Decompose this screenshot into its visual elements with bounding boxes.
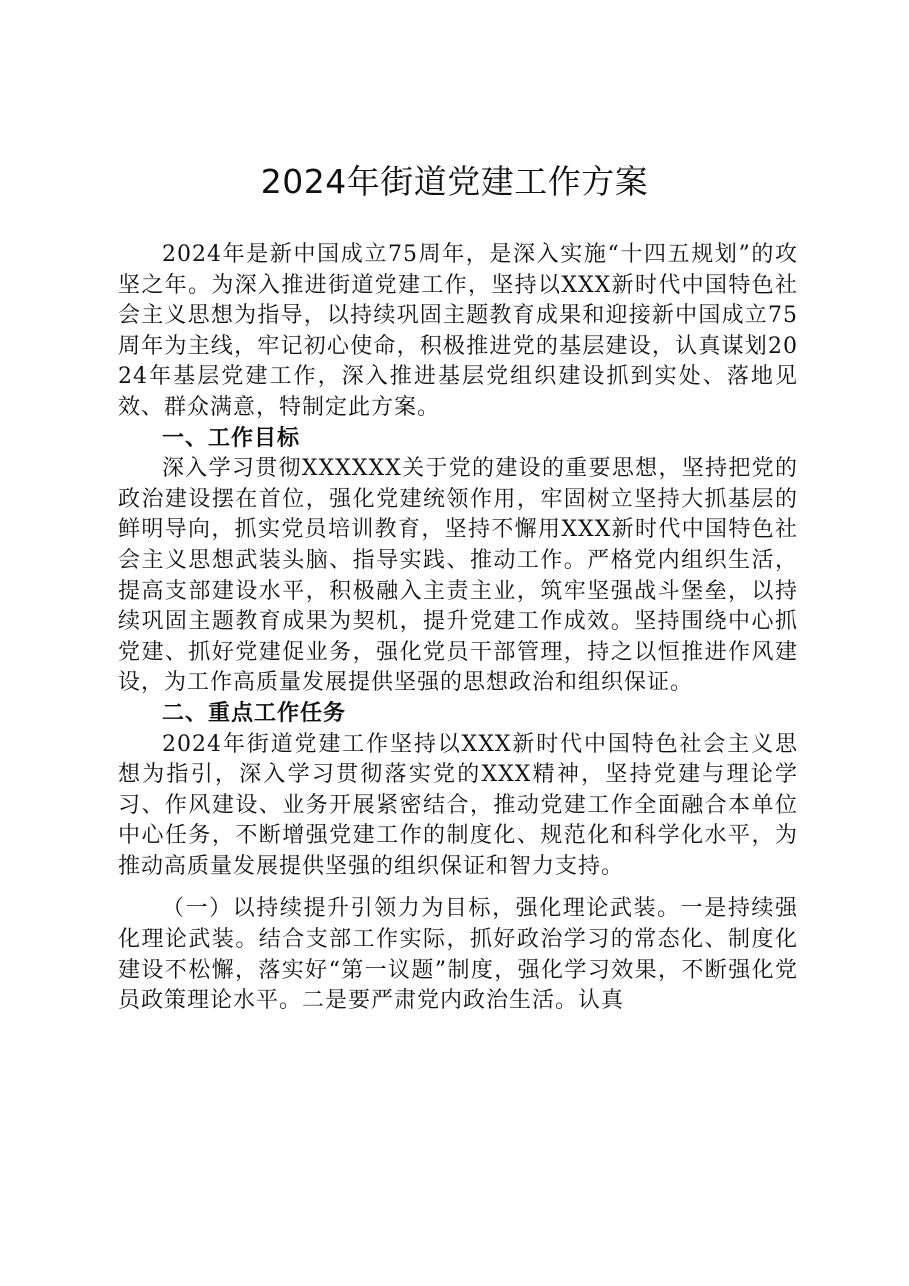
section-heading-tasks: 二、重点工作任务	[162, 700, 347, 726]
document-body	[118, 240, 798, 1017]
goals-paragraph: 深入学习贯彻XXXXXX关于党的建设的重要思想，坚持把党的政治建设摆在首位，强化党建统领作用，牢固树立坚持大抓基层的鲜明导向，抓实党员培训教育，坚持不懈用XXX新时代中国特色社会主义思想武装头脑、指导实践、推动工作。严格党内组织生活，提高支部建设水平，积极融入主责主业，筑牢坚强战斗堡垒，以持续巩固主题教育成果为契机，提升党建工作成效。坚持围绕中心抓党建、抓好党建促业务，强化党员干部管理，持之以恒推进作风建设，为工作高质量发展提供坚强的思想政治和组织保证。	[118, 456, 798, 696]
document-title: 2024年街道党建工作方案	[260, 162, 649, 201]
intro-paragraph: 2024年是新中国成立75周年，是深入实施“十四五规划”的攻坚之年。为深入推进街道党建工作，坚持以XXX新时代中国特色社会主义思想为指导，以持续巩固主题教育成果和迎接新中国成立75周年为主线，牢记初心使命，积极推进党的基层建设，认真谋划2024年基层党建工作，深入推进基层党组织建设抓到实处、落地见效、群众满意，特制定此方案。	[118, 242, 798, 420]
tasks-paragraph: 2024年街道党建工作坚持以XXX新时代中国特色社会主义思想为指引，深入学习贯彻落实党的XXX精神，坚持党建与理论学习、作风建设、业务开展紧密结合，推动党建工作全面融合本单位中心任务，不断增强党建工作的制度化、规范化和科学化水平，为推动高质量发展提供坚强的组织保证和智力支持。	[118, 731, 798, 879]
subsection-paragraph-1: （一）以持续提升引领力为目标，强化理论武装。一是持续强化理论武装。结合支部工作实际，抓好政治学习的常态化、制度化建设不松懈，落实好“第一议题”制度，强化学习效果，不断强化党员政策理论水平。二是要严肃党内政治生活。认真	[118, 896, 798, 1014]
section-heading-goals: 一、工作目标	[162, 425, 301, 451]
